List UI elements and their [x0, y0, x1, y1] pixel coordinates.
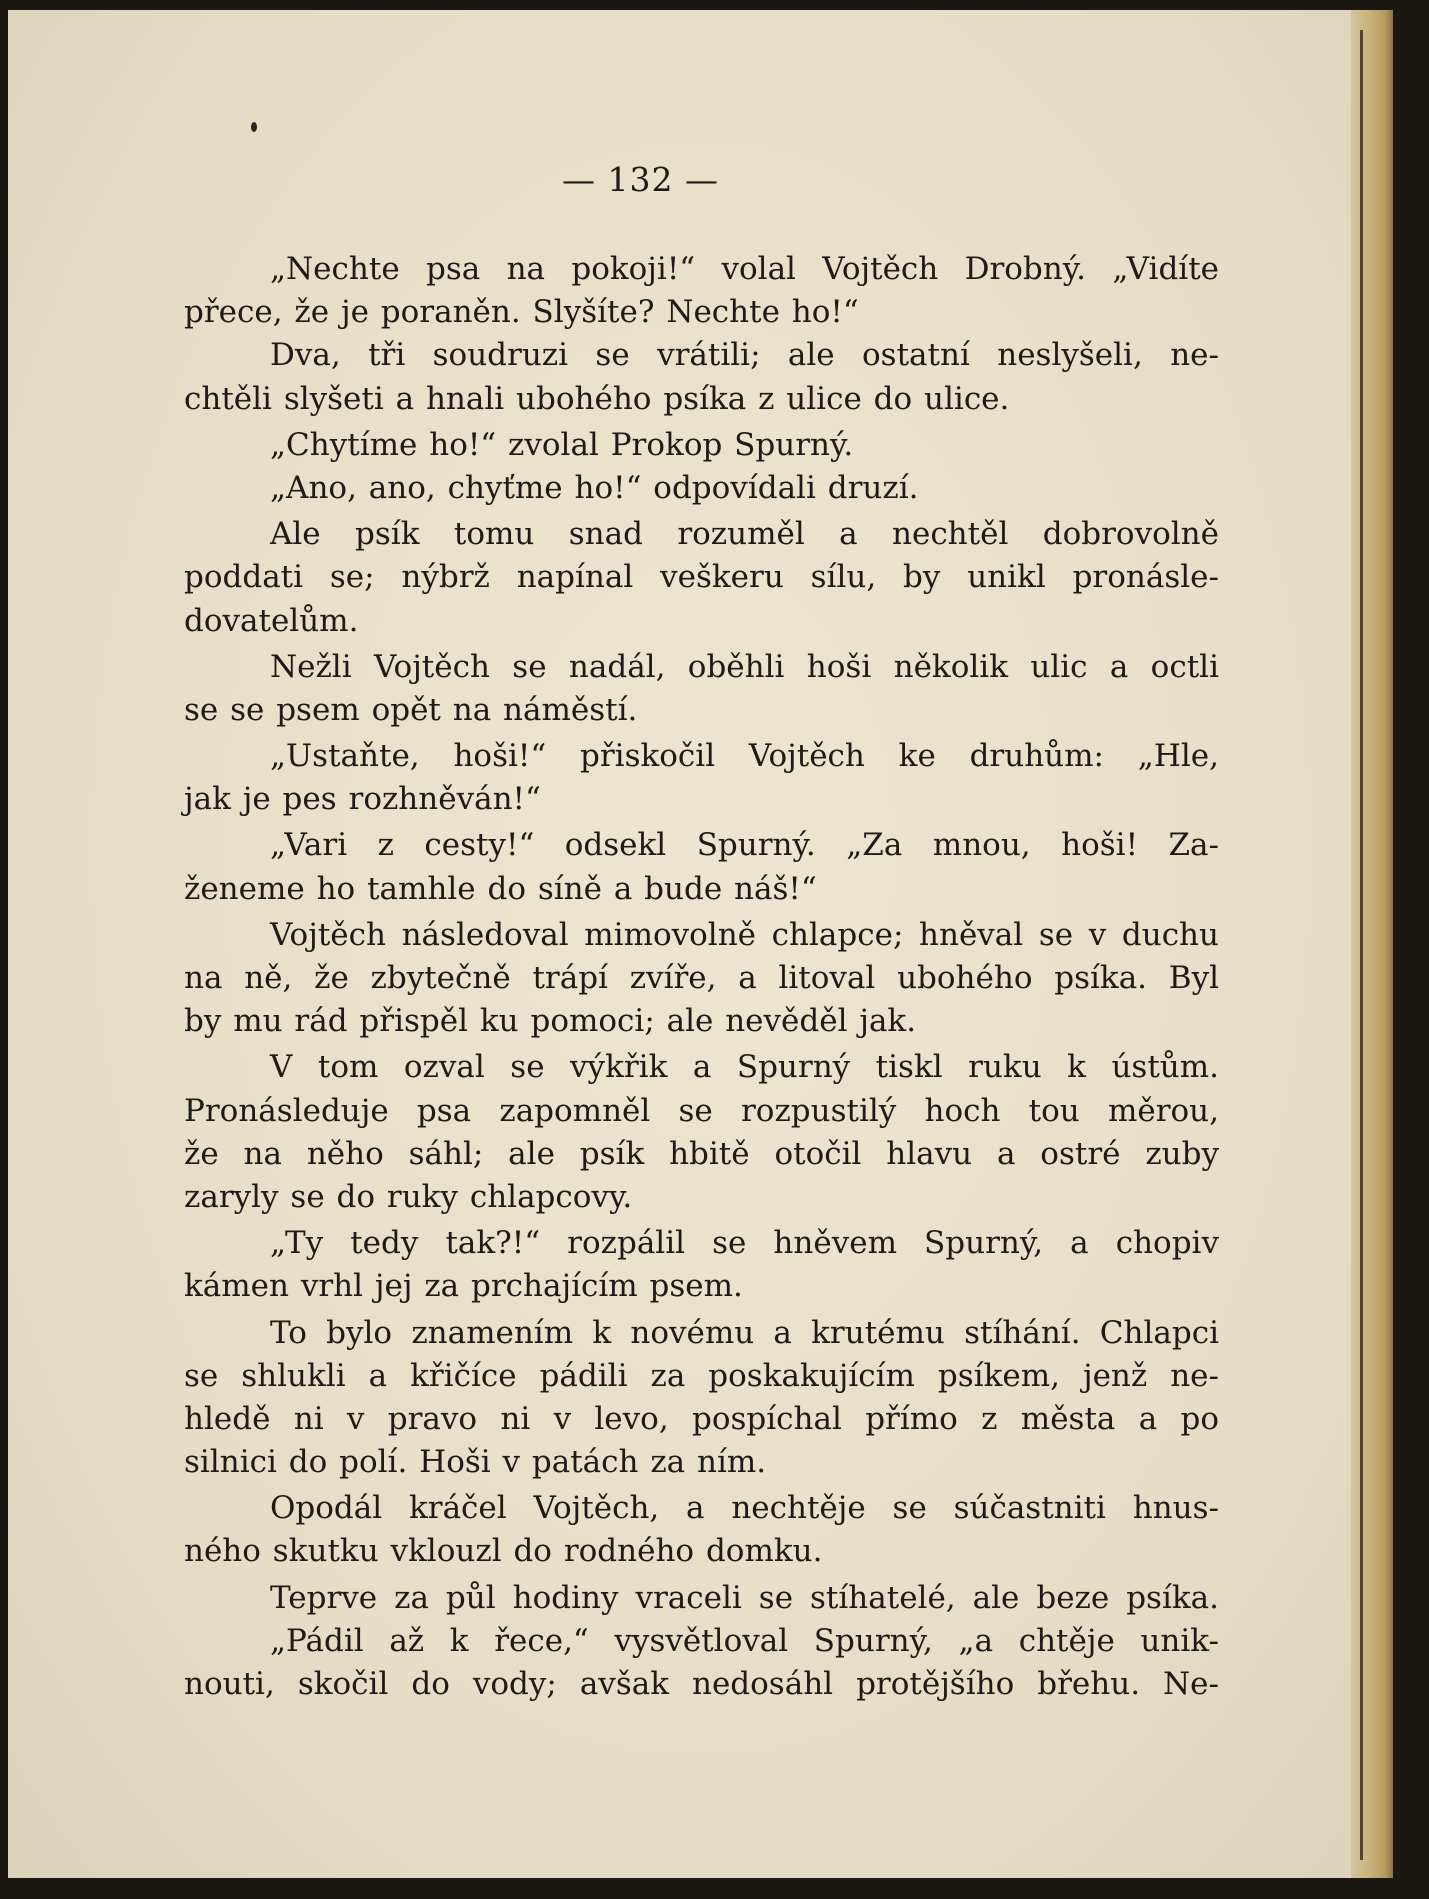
- text-line: Opodál kráčel Vojtěch, a nechtěje se súčastniti hnus-: [270, 1490, 1219, 1527]
- text-line: Teprve za půl hodiny vraceli se stíhatelé, ale beze psíka.: [270, 1579, 1219, 1616]
- text-line: přece, že je poraněn. Slyšíte? Nechte ho!“: [184, 294, 859, 331]
- text-line: silnici do polí. Hoši v patách za ním.: [184, 1444, 767, 1481]
- text-line: jak je pes rozhněván!“: [184, 781, 541, 818]
- text-line: by mu rád přispěl ku pomoci; ale nevěděl jak.: [184, 1003, 917, 1040]
- text-line: se se psem opět na náměstí.: [184, 691, 638, 728]
- text-line: ženeme ho tamhle do síně a bude náš!“: [184, 870, 817, 907]
- text-line: V tom ozval se výkřik a Spurný tiskl ruku k ústům.: [270, 1049, 1219, 1086]
- text-line: hledě ni v pravo ni v levo, pospíchal přímo z města a po: [184, 1400, 1219, 1437]
- binding-line: [1360, 30, 1363, 1860]
- text-line: „Ustaňte, hoši!“ přiskočil Vojtěch ke druhům: „Hle,: [270, 738, 1219, 775]
- book-page: [8, 10, 1393, 1878]
- text-line: „Pádil až k řece,“ vysvětloval Spurný, „a chtěje unik-: [270, 1622, 1219, 1659]
- text-line: Pronásleduje psa zapomněl se rozpustilý hoch tou měrou,: [184, 1092, 1219, 1129]
- text-line: Nežli Vojtěch se nadál, oběhli hoši několik ulic a octli: [270, 648, 1219, 685]
- text-line: „Vari z cesty!“ odsekl Spurný. „Za mnou, hoši! Za-: [270, 827, 1219, 864]
- text-line: „Chytíme ho!“ zvolal Prokop Spurný.: [270, 426, 854, 463]
- text-line: ného skutku vklouzl do rodného domku.: [184, 1533, 823, 1570]
- page-number: — 132 —: [562, 160, 719, 199]
- text-line: nouti, skočil do vody; avšak nedosáhl protějšího břehu. Ne-: [184, 1666, 1219, 1702]
- text-line: Ale psík tomu snad rozuměl a nechtěl dobrovolně: [270, 516, 1219, 553]
- text-line: kámen vrhl jej za prchajícím psem.: [184, 1268, 743, 1305]
- text-line: Vojtěch následoval mimovolně chlapce; hněval se v duchu: [270, 916, 1219, 953]
- text-line: „Nechte psa na pokoji!“ volal Vojtěch Drobný. „Vidíte: [270, 251, 1219, 287]
- text-line: že na něho sáhl; ale psík hbitě otočil hlavu a ostré zuby: [184, 1135, 1219, 1172]
- ink-speck: [251, 122, 257, 132]
- body-text: [184, 248, 1219, 1706]
- text-line: chtěli slyšeti a hnali ubohého psíka z ulice do ulice.: [184, 380, 1010, 417]
- text-line: poddati se; nýbrž napínal veškeru sílu, by unikl pronásle-: [184, 559, 1219, 596]
- text-line: „Ty tedy tak?!“ rozpálil se hněvem Spurný, a chopiv: [270, 1225, 1219, 1262]
- text-line: To bylo znamením k novému a krutému stíhání. Chlapci: [270, 1314, 1219, 1351]
- page-edge: [1351, 10, 1393, 1878]
- text-line: Dva, tři soudruzi se vrátili; ale ostatní neslyšeli, ne-: [270, 337, 1219, 374]
- text-line: dovatelům.: [184, 602, 359, 639]
- text-line: zaryly se do ruky chlapcovy.: [184, 1178, 633, 1215]
- text-line: se shlukli a křičíce pádili za poskakujícím psíkem, jenž ne-: [184, 1357, 1219, 1394]
- text-line: „Ano, ano, chyťme ho!“ odpovídali druzí.: [270, 469, 919, 506]
- text-line: na ně, že zbytečně trápí zvíře, a litoval ubohého psíka. Byl: [184, 960, 1219, 996]
